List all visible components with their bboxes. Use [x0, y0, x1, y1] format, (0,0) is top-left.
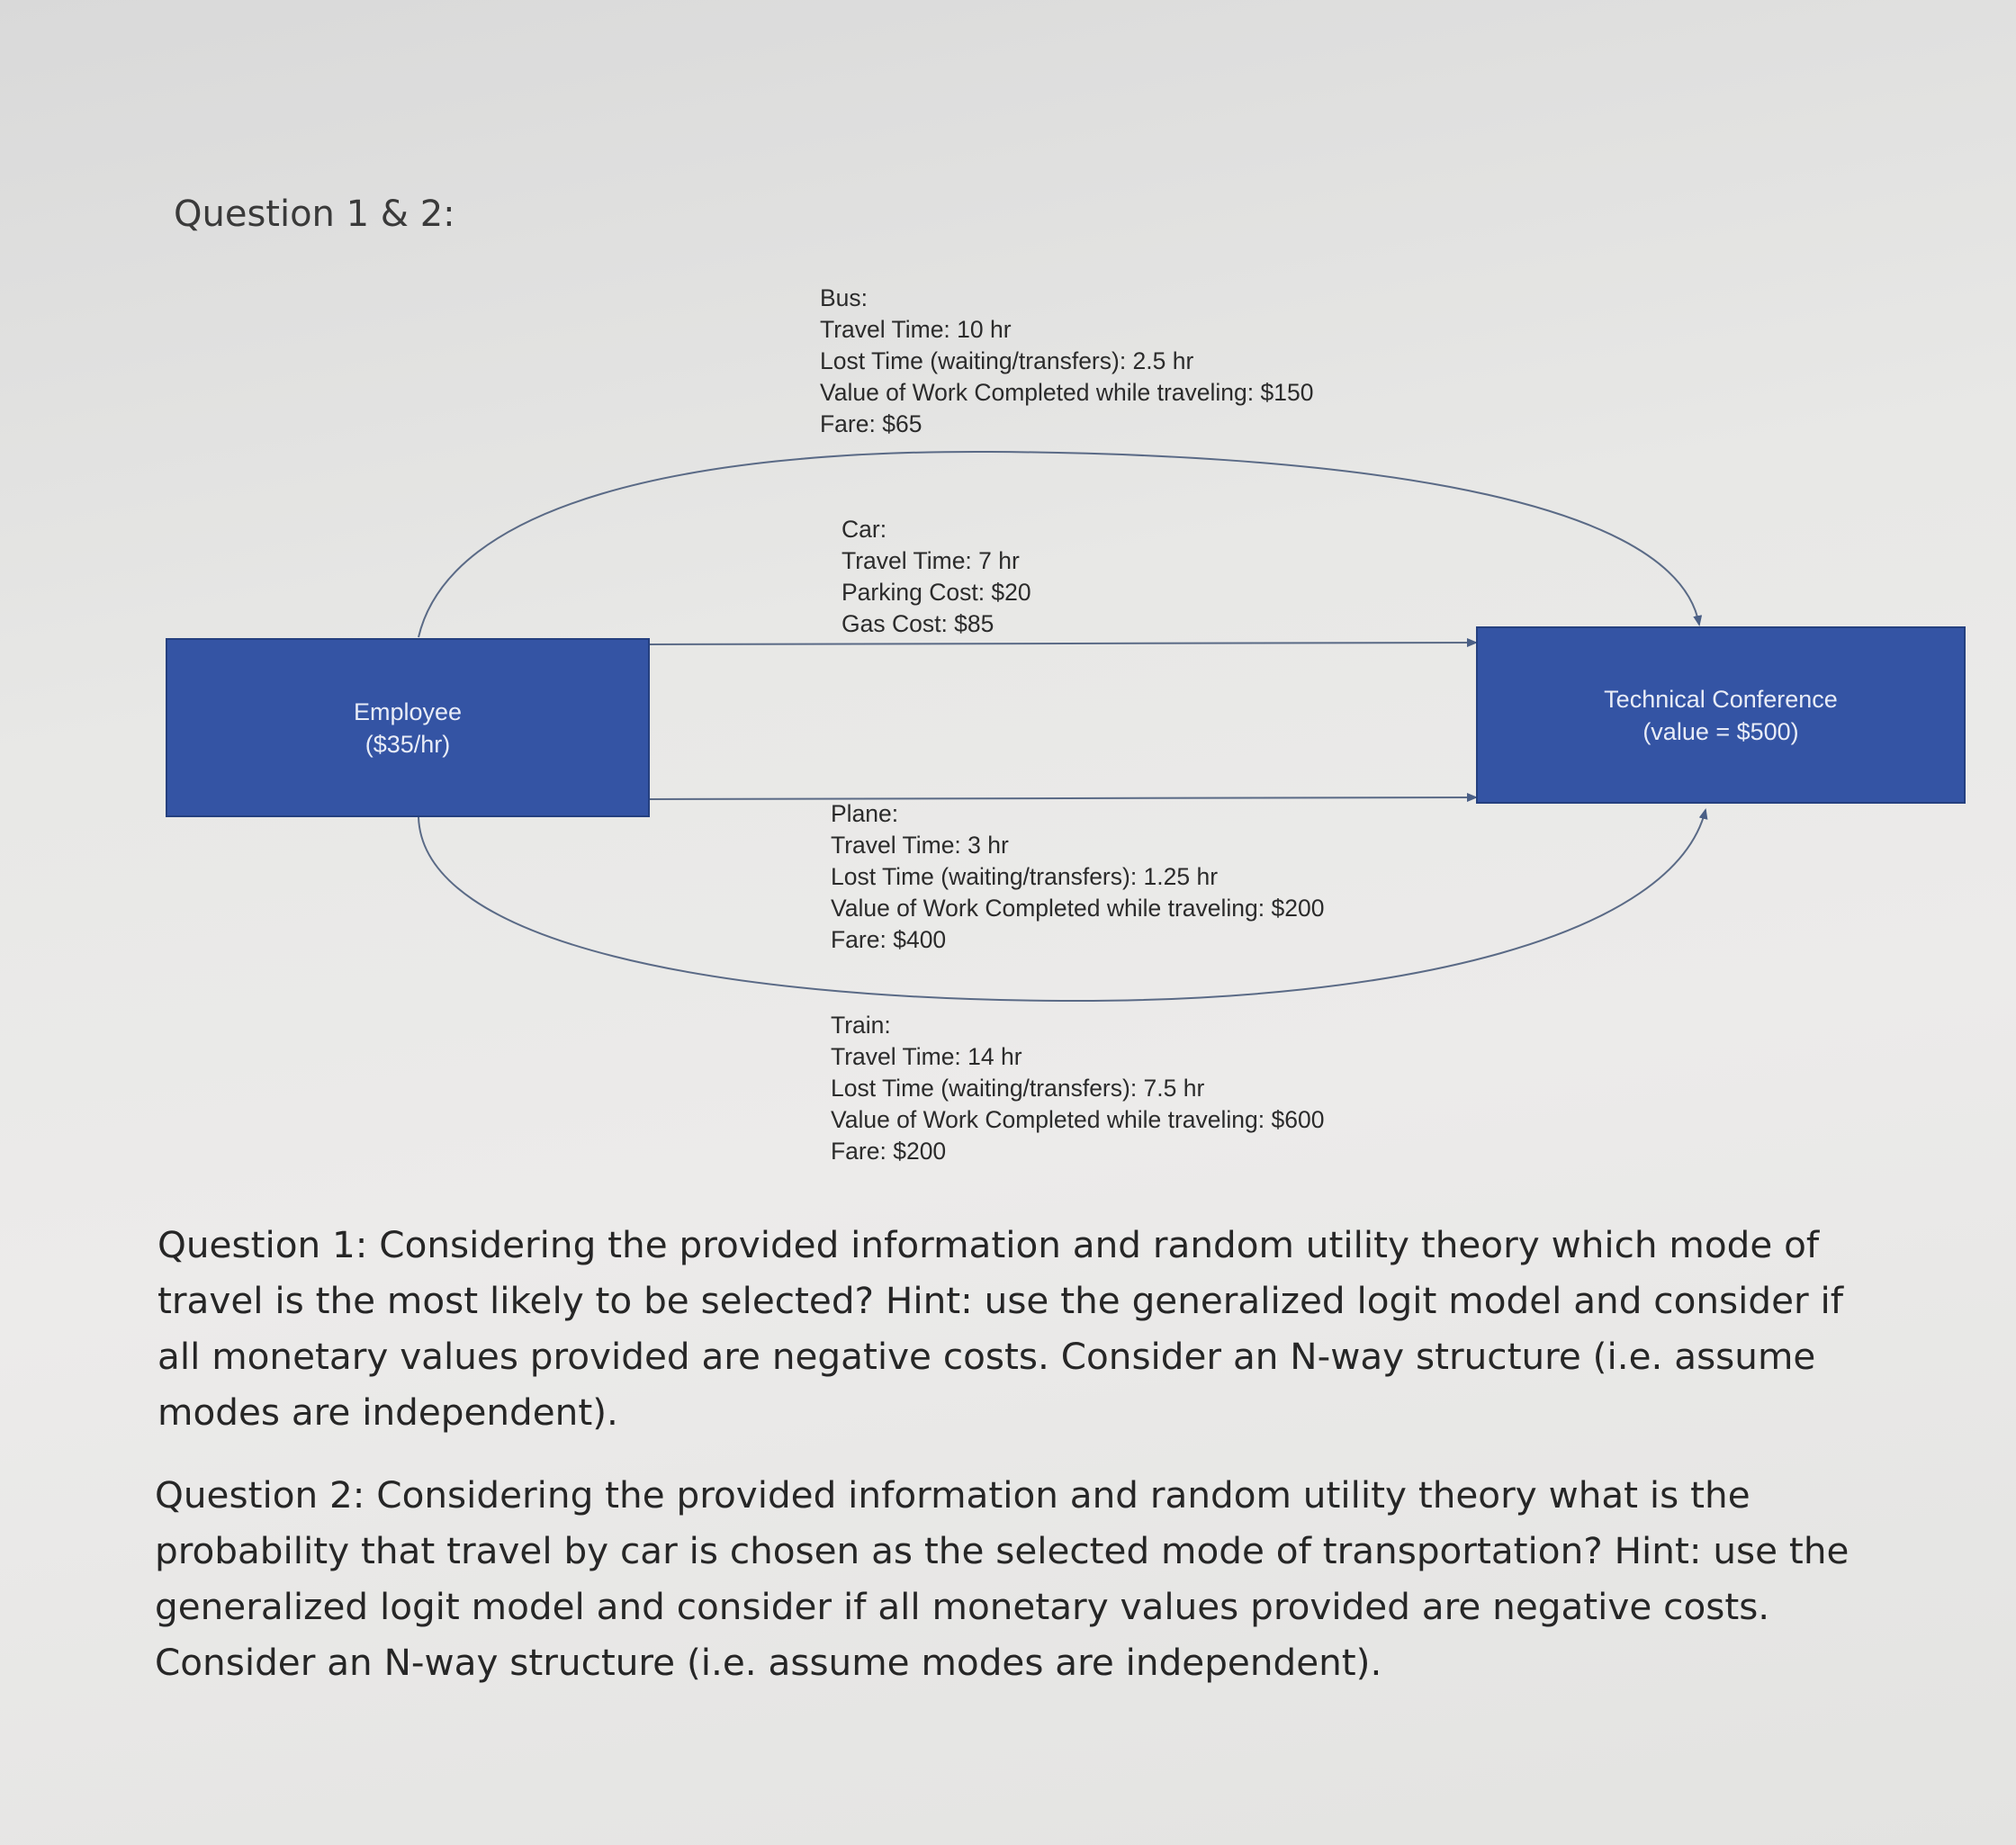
conference-node — [1476, 626, 1966, 804]
employee-name: Employee — [353, 698, 463, 725]
car-gas-cost: Gas Cost: $85 — [842, 610, 994, 637]
question-1-text: Question 1: Considering the provided information and random utility theory which mode of travel is the most likely to be selected? Hint: use the generalized logit model and consider if all monetary values provided are negative costs. Consider an N-way structure (i.e. assume modes are independent). — [158, 1223, 1844, 1434]
bus-fare: Fare: $65 — [820, 410, 922, 437]
plane-work-value: Value of Work Completed while traveling: $200 — [831, 895, 1325, 922]
bus-title: Bus: — [820, 284, 868, 311]
bus-mode-label — [820, 283, 1313, 440]
plane-mode-label — [831, 798, 1324, 956]
plane-travel-time: Travel Time: 3 hr — [831, 832, 1009, 859]
car-title: Car: — [842, 516, 887, 543]
question-2-text: Question 2: Considering the provided information and random utility theory what is the probability that travel by car is chosen as the selected mode of transportation? Hint: use the generalized logit model and consider if all monetary values provided are negative costs. Consider an N-way structure (i.e. assume modes are independent). — [155, 1473, 1850, 1684]
employee-node — [166, 638, 650, 817]
bus-work-value: Value of Work Completed while traveling: $150 — [820, 379, 1314, 406]
train-fare: Fare: $200 — [831, 1138, 947, 1165]
page-heading: Question 1 & 2: — [174, 194, 455, 235]
employee-wage: ($35/hr) — [364, 730, 451, 758]
train-lost-time: Lost Time (waiting/transfers): 7.5 hr — [831, 1075, 1205, 1102]
train-travel-time: Travel Time: 14 hr — [831, 1043, 1022, 1070]
conference-name: Technical Conference — [1604, 685, 1838, 713]
train-title: Train: — [831, 1012, 891, 1039]
bus-lost-time: Lost Time (waiting/transfers): 2.5 hr — [820, 347, 1194, 374]
plane-title: Plane: — [831, 800, 899, 827]
train-work-value: Value of Work Completed while traveling: $600 — [831, 1106, 1325, 1133]
car-travel-time: Travel Time: 7 hr — [842, 547, 1020, 574]
car-mode-label — [842, 514, 1031, 640]
bus-travel-time: Travel Time: 10 hr — [820, 316, 1012, 343]
plane-fare: Fare: $400 — [831, 926, 947, 953]
conference-value: (value = $500) — [1642, 717, 1799, 745]
plane-lost-time: Lost Time (waiting/transfers): 1.25 hr — [831, 863, 1219, 890]
train-mode-label — [831, 1010, 1324, 1167]
car-route-line — [650, 643, 1476, 644]
car-parking-cost: Parking Cost: $20 — [842, 579, 1031, 606]
bus-route-arc — [418, 452, 1699, 637]
